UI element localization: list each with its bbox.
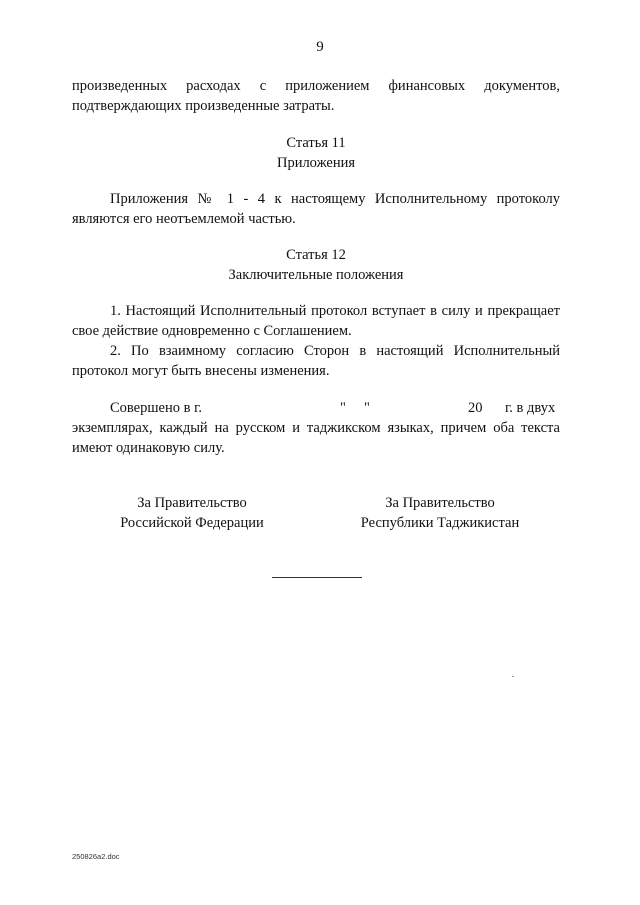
signed-in-year: 20 [468,400,483,416]
page-number: 9 [316,39,324,55]
article-11-subtitle: Приложения [276,155,356,171]
end-separator-line [272,577,362,578]
footer-filename: 250826a2.doc [72,852,120,861]
signed-in-paragraph [72,398,560,458]
article-12-item-2: 2. По взаимному согласию Сторон в настоящий Исполнительный протокол могут быть внесены изменения. [72,343,560,379]
signature-block-tajikistan [320,493,560,533]
signed-in-date-quotes: " " [340,400,370,416]
signed-in-rest: экземплярах, каждый на русском и таджикском языках, причем оба текста имеют одинаковую силу. [72,420,560,456]
signed-in-first-line [72,398,560,418]
signature-block-russia [72,493,312,533]
article-12-heading [72,245,560,285]
signed-in-prefix: Совершено в г. [110,400,203,416]
signature-tajikistan-line-2: Республики Таджикистан [360,515,520,531]
signature-russia-line-2: Российской Федерации [120,515,264,531]
intro-paragraph: произведенных расходах с приложением финансовых документов, подтверждающих произведенные затраты. [72,78,560,114]
scan-artifact-mark [512,676,514,677]
article-11-text: Приложения № 1 - 4 к настоящему Исполнительному протоколу являются его неотъемлемой частью. [72,191,560,227]
article-11-heading [72,133,560,173]
article-12-item-1: 1. Настоящий Исполнительный протокол вступает в силу и прекращает свое действие одновременно с Соглашением. [72,303,560,339]
signature-russia-line-1: За Правительство [137,495,247,511]
article-11-title: Статья 11 [286,135,346,151]
article-12-title: Статья 12 [286,247,346,263]
article-12-subtitle: Заключительные положения [228,267,404,283]
signature-tajikistan-line-1: За Правительство [385,495,495,511]
signed-in-suffix: г. в двух [505,400,556,416]
